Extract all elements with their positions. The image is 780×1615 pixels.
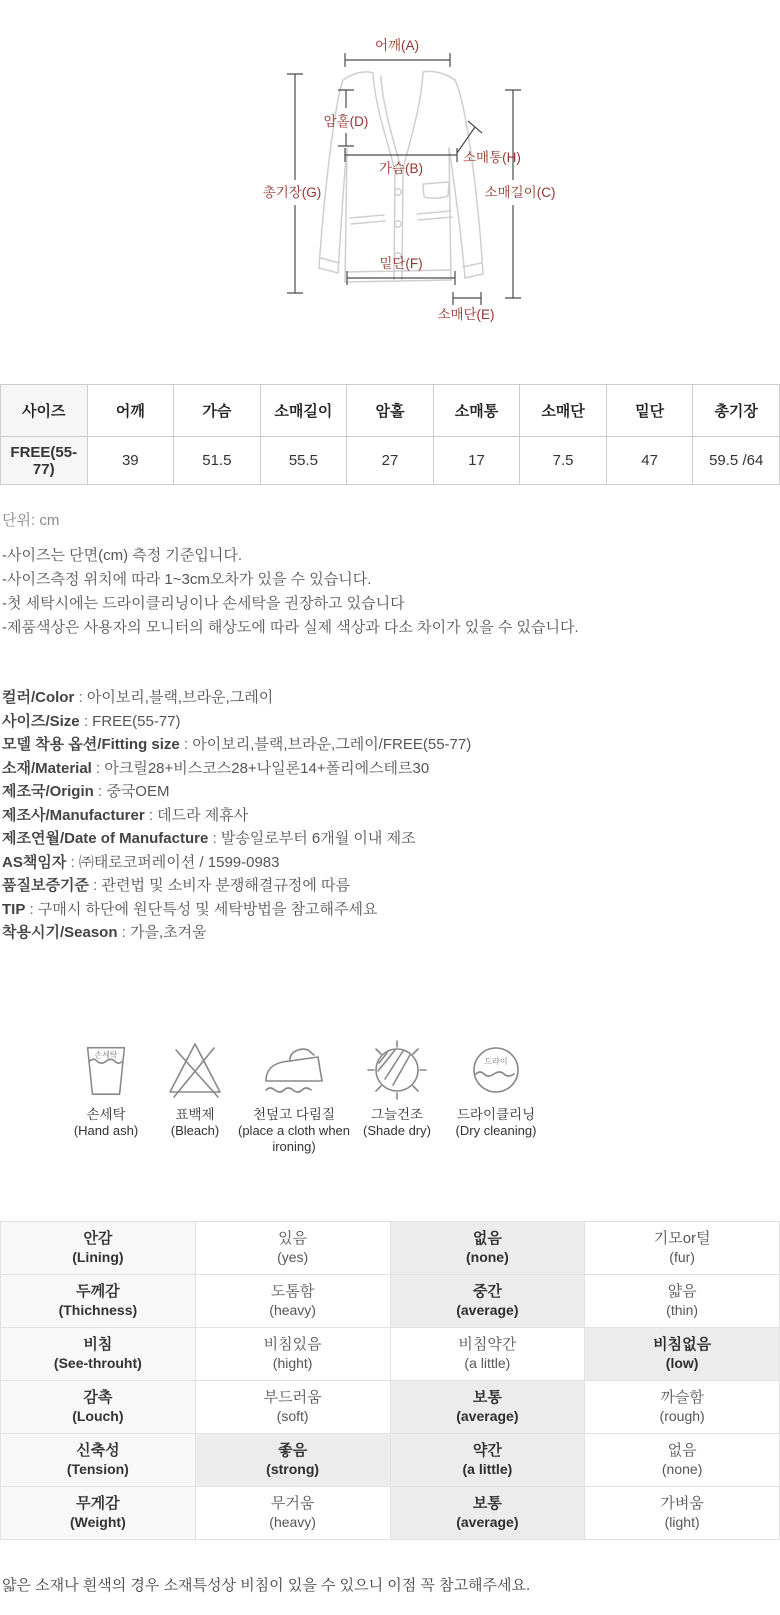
size-table-header-row: [1, 385, 780, 437]
care-label-ko: 표백제: [175, 1106, 215, 1122]
size-table-header: 밑단: [606, 385, 693, 437]
hand-wash-icon: [60, 1033, 152, 1101]
note-line: -첫 세탁시에는 드라이클리닝이나 손세탁을 권장하고 있습니다: [2, 595, 405, 612]
feature-option: 까슬함 (rough): [585, 1380, 780, 1433]
label-armhole: 암홀(D): [323, 114, 369, 129]
feature-option-selected: 보통 (average): [390, 1486, 585, 1539]
spec-value: 발송일로부터 6개월 이내 제조: [220, 830, 416, 847]
label-sleeve-length: 소매길이(C): [484, 185, 556, 200]
spec-row-size: [2, 710, 780, 734]
size-table-header: 어깨: [87, 385, 174, 437]
feature-option: 도톰함 (heavy): [195, 1274, 390, 1327]
label-chest: 가슴(B): [378, 161, 424, 176]
feature-label: 감촉 (Louch): [1, 1380, 196, 1433]
feature-option-selected: 없음 (none): [390, 1221, 585, 1274]
feature-label: 무게감 (Weight): [1, 1486, 196, 1539]
size-table-header: 소매길이: [260, 385, 347, 437]
note-line: -제품색상은 사용자의 모니터의 해상도에 따라 실제 색상과 다소 차이가 있을 수 있습니다.: [2, 619, 579, 636]
spec-label: 제조국/Origin :: [2, 783, 106, 800]
bottom-note: 얇은 소재나 흰색의 경우 소재특성상 비침이 있을 수 있으니 이점 꼭 참고해주세요.: [2, 1576, 531, 1594]
size-table-header: 소매단: [520, 385, 607, 437]
spec-label: 품질보증기준 :: [2, 877, 101, 894]
size-table-row: [1, 437, 780, 485]
spec-label: AS책임자 :: [2, 854, 79, 871]
spec-value: 구매시 하단에 원단특성 및 세탁방법을 참고해주세요: [37, 900, 378, 918]
care-label-en: (Dry cleaning): [455, 1122, 537, 1138]
feature-option: 무거움 (heavy): [195, 1486, 390, 1539]
spec-label: 제조사/Manufacturer :: [2, 807, 157, 824]
feature-row-lining: [1, 1221, 780, 1274]
care-label-en: (Shade dry): [363, 1122, 431, 1138]
spec-label: 모델 착용 옵션/Fitting size :: [2, 736, 192, 753]
feature-label: 신축성 (Tension): [1, 1433, 196, 1486]
spec-row-season: [2, 921, 780, 945]
spec-value: 중국OEM: [106, 783, 170, 800]
spec-value: 가을,초겨울: [130, 924, 207, 941]
label-total-length: 총기장(G): [262, 185, 322, 200]
measurement-diagram: [195, 0, 585, 368]
spec-label: 제조연월/Date of Manufacture :: [2, 830, 221, 847]
size-value: 7.5: [520, 437, 607, 485]
feature-option: 없음 (none): [585, 1433, 780, 1486]
care-label-ko: 손세탁: [86, 1106, 126, 1122]
care-item-shade-dry: [350, 1033, 444, 1139]
spec-row-color: [2, 686, 780, 710]
size-value: 59.5 /64: [693, 437, 780, 485]
spec-row-manufacture-date: [2, 827, 780, 851]
spec-label: TIP :: [2, 901, 38, 918]
spec-label: 소재/Material :: [2, 760, 104, 777]
feature-row-tension: [1, 1433, 780, 1486]
svg-text:손세탁: 손세탁: [94, 1049, 118, 1059]
feature-option-selected: 비침없음 (low): [585, 1327, 780, 1380]
care-label-en: (place a cloth when ironing): [238, 1122, 351, 1154]
care-label-ko: 그늘건조: [370, 1106, 424, 1122]
label-hem: 밑단(F): [379, 256, 423, 271]
feature-row-touch: [1, 1380, 780, 1433]
size-value: 39: [87, 437, 174, 485]
spec-row-tip: [2, 898, 780, 922]
care-item-bleach: [152, 1033, 238, 1139]
feature-option: 부드러움 (soft): [195, 1380, 390, 1433]
size-value: 17: [433, 437, 520, 485]
size-table-header: 사이즈: [1, 385, 88, 437]
size-table: [0, 384, 780, 485]
care-label-ko: 천덮고 다림질: [253, 1106, 335, 1122]
note-line: -사이즈측정 위치에 따라 1~3cm오차가 있을 수 있습니다.: [2, 571, 372, 588]
spec-value: ㈜태로코퍼레이션 / 1599-0983: [78, 853, 280, 871]
unit-note: 단위: cm: [2, 512, 60, 529]
dry-cleaning-icon: [444, 1033, 548, 1101]
fabric-feature-table: [0, 1221, 780, 1540]
size-table-header: 가슴: [174, 385, 261, 437]
spec-label: 착용시기/Season :: [2, 924, 130, 941]
care-item-hand-wash: [60, 1033, 152, 1139]
size-value: 27: [347, 437, 434, 485]
spec-value: 아이보리,블랙,브라운,그레이/FREE(55-77): [192, 736, 472, 753]
size-table-header: 암홀: [347, 385, 434, 437]
shade-dry-icon: [350, 1033, 444, 1101]
feature-row-see-through: [1, 1327, 780, 1380]
spec-row-manufacturer: [2, 804, 780, 828]
cardigan-diagram-svg: [195, 0, 585, 368]
feature-option-selected: 보통 (average): [390, 1380, 585, 1433]
size-row-label: FREE(55-77): [1, 437, 88, 485]
size-notes: [2, 544, 780, 640]
feature-option: 있음 (yes): [195, 1221, 390, 1274]
feature-label: 안감 (Lining): [1, 1221, 196, 1274]
feature-row-weight: [1, 1486, 780, 1539]
feature-row-thickness: [1, 1274, 780, 1327]
size-value: 47: [606, 437, 693, 485]
care-instructions: [60, 1033, 780, 1155]
spec-value: 아크릴28+비스코스28+나일론14+폴리에스테르30: [104, 759, 430, 777]
spec-value: 아이보리,블랙,브라운,그레이: [86, 689, 274, 706]
iron-with-cloth-icon: [238, 1033, 350, 1101]
care-item-dry-cleaning: [444, 1033, 548, 1139]
spec-row-material: [2, 757, 780, 781]
label-cuff: 소매단(E): [437, 307, 495, 322]
feature-label: 두께감 (Thichness): [1, 1274, 196, 1327]
spec-value: 관련법 및 소비자 분쟁해결규정에 따름: [101, 877, 350, 894]
feature-option: 비침있음 (hight): [195, 1327, 390, 1380]
care-item-iron: [238, 1033, 350, 1155]
svg-text:드라이: 드라이: [484, 1056, 508, 1066]
feature-option-selected: 좋음 (strong): [195, 1433, 390, 1486]
size-value: 51.5: [174, 437, 261, 485]
label-shoulder: 어깨(A): [374, 38, 420, 53]
feature-option-selected: 중간 (average): [390, 1274, 585, 1327]
care-label-en: (Hand ash): [73, 1122, 139, 1138]
spec-row-warranty: [2, 874, 780, 898]
product-specs: [2, 686, 780, 945]
no-bleach-icon: [152, 1033, 238, 1101]
spec-label: 컬러/Color :: [2, 689, 87, 706]
spec-value: 데드라 제휴사: [157, 806, 249, 824]
feature-label: 비침 (See-throuht): [1, 1327, 196, 1380]
spec-row-fitting: [2, 733, 780, 757]
care-label-en: (Bleach): [170, 1122, 220, 1138]
feature-option: 가벼움 (light): [585, 1486, 780, 1539]
feature-option: 기모or털 (fur): [585, 1221, 780, 1274]
size-value: 55.5: [260, 437, 347, 485]
feature-option: 비침약간 (a little): [390, 1327, 585, 1380]
note-line: -사이즈는 단면(cm) 측정 기준입니다.: [2, 547, 243, 564]
spec-label: 사이즈/Size :: [2, 713, 92, 730]
spec-value: FREE(55-77): [92, 712, 181, 730]
label-sleeve-width: 소매통(H): [463, 150, 521, 165]
spec-row-origin: [2, 780, 780, 804]
spec-row-as-contact: [2, 851, 780, 875]
care-label-ko: 드라이클리닝: [456, 1106, 536, 1122]
feature-option: 얇음 (thin): [585, 1274, 780, 1327]
size-table-header: 총기장: [693, 385, 780, 437]
feature-option-selected: 약간 (a little): [390, 1433, 585, 1486]
size-table-header: 소매통: [433, 385, 520, 437]
cardigan-sketch: [319, 71, 483, 282]
